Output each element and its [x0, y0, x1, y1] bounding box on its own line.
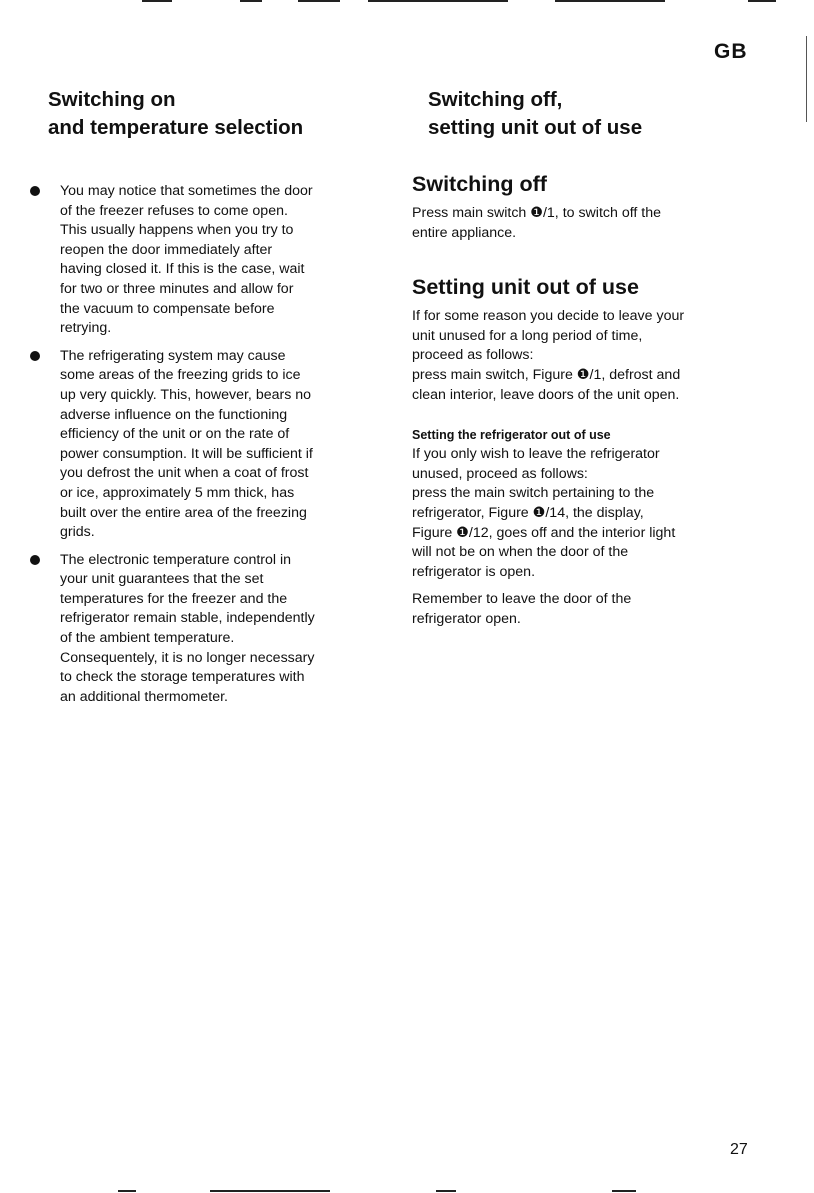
text-line: power consumption. It will be sufficient if [60, 445, 313, 462]
text-line: proceed as follows: [412, 347, 534, 364]
scan-mark [368, 0, 508, 2]
text-line: You may notice that sometimes the door [60, 183, 313, 199]
page-number: 27 [730, 1141, 748, 1158]
out-of-use-text [412, 307, 762, 405]
text-line: will not be on when the door of the [412, 544, 629, 561]
list-item [30, 182, 380, 339]
left-column [30, 86, 380, 715]
text-line: press the main switch pertaining to the [412, 485, 655, 502]
bullet-icon [30, 186, 40, 196]
text-line: clean interior, leave doors of the unit open. [412, 386, 680, 403]
text-line: The refrigerating system may cause [60, 347, 286, 364]
scan-mark [118, 1190, 136, 1192]
margin-line [806, 36, 807, 122]
scan-mark [240, 0, 262, 2]
text-line: or ice, approximately 5 mm thick, has [60, 484, 295, 501]
text-line: your unit guarantees that the set [60, 571, 264, 588]
text-line: refrigerator open. [412, 610, 521, 627]
scan-mark [298, 0, 340, 2]
text-line: reopen the door immediately after [60, 241, 273, 258]
switching-off-text [412, 204, 762, 243]
title-line: Switching on [48, 88, 176, 111]
text-line: built over the entire area of the freezing [60, 504, 307, 521]
scan-mark [612, 1190, 636, 1192]
text-line: some areas of the freezing grids to ice [60, 367, 301, 384]
text-line: efficiency of the unit or on the rate of [60, 426, 290, 443]
scan-mark [436, 1190, 456, 1192]
text-line: press main switch, Figure ❶/1, defrost and [412, 366, 681, 383]
heading-out-of-use: Setting unit out of use [412, 275, 639, 300]
section-title-switching-off [428, 86, 762, 142]
title-line: setting unit out of use [428, 116, 643, 139]
text-line: unit unused for a long period of time, [412, 327, 643, 344]
text-line: for two or three minutes and allow for [60, 280, 294, 297]
scan-mark [748, 0, 776, 2]
text-line: having closed it. If this is the case, wait [60, 261, 305, 278]
section-title-switching-on [48, 86, 380, 142]
text-line: unused, proceed as follows: [412, 465, 588, 482]
text-line: This usually happens when you try to [60, 222, 294, 239]
heading-switching-off: Switching off [412, 172, 547, 196]
title-line: Switching off, [428, 88, 563, 111]
text-line: adverse influence on the functioning [60, 406, 288, 423]
bullet-icon [30, 351, 40, 361]
text-line: retrying. [60, 320, 112, 337]
notes-list [30, 182, 380, 707]
text-line: Figure ❶/12, goes off and the interior light [412, 524, 676, 541]
language-code: GB [714, 40, 748, 63]
text-line: refrigerator remain stable, independently [60, 610, 315, 627]
heading-refrigerator-out-of-use: Setting the refrigerator out of use [412, 428, 611, 443]
list-item [30, 347, 380, 543]
bullet-icon [30, 555, 40, 565]
text-line: entire appliance. [412, 224, 517, 241]
text-line: Consequentely, it is no longer necessary [60, 649, 315, 666]
text-line: The electronic temperature control in [60, 551, 292, 568]
refrigerator-text [412, 445, 762, 582]
text-line: of the ambient temperature. [60, 630, 235, 647]
right-column [412, 86, 762, 630]
text-line: If you only wish to leave the refrigerator [412, 446, 660, 463]
text-line: up very quickly. This, however, bears no [60, 386, 312, 403]
list-item [30, 551, 380, 708]
text-line: refrigerator is open. [412, 563, 536, 580]
text-line: Remember to leave the door of the [412, 591, 632, 608]
text-line: of the freezer refuses to come open. [60, 202, 288, 219]
text-line: you defrost the unit when a coat of frost [60, 465, 309, 482]
scan-mark [142, 0, 172, 2]
reminder-text [412, 590, 762, 629]
scan-mark [210, 1190, 330, 1192]
text-line: an additional thermometer. [60, 688, 228, 705]
text-line: grids. [60, 524, 95, 541]
text-line: If for some reason you decide to leave your [412, 308, 685, 325]
scan-mark [555, 0, 665, 2]
text-line: refrigerator, Figure ❶/14, the display, [412, 504, 644, 521]
title-line: and temperature selection [48, 116, 304, 139]
text-line: to check the storage temperatures with [60, 669, 305, 686]
text-line: temperatures for the freezer and the [60, 590, 288, 607]
text-line: Press main switch ❶/1, to switch off the [412, 205, 662, 221]
text-line: the vacuum to compensate before [60, 300, 275, 317]
